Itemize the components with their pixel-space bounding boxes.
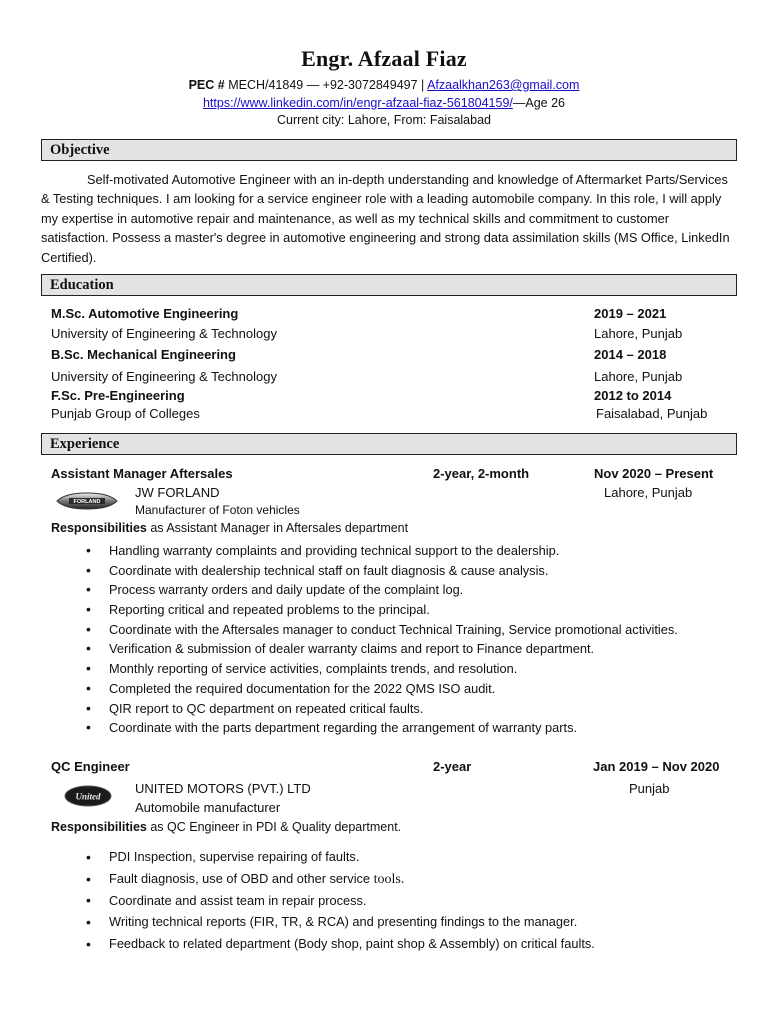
contact-line — [0, 78, 768, 92]
list-item: • Coordinate and assist team in repair process. — [86, 890, 595, 911]
list-item: • Writing technical reports (FIR, TR, & RCA) and presenting findings to the manager. — [86, 911, 595, 933]
edu-degree: M.Sc. Automotive Engineering — [51, 306, 239, 321]
age: —Age 26 — [512, 96, 565, 110]
current-city: Current city: Lahore, From: Faisalabad — [277, 113, 491, 127]
linkedin-link[interactable]: https://www.linkedin.com/in/engr-afzaal-fiaz-561804159/ — [202, 96, 513, 110]
job-role: QC Engineer — [51, 759, 130, 774]
list-item: • Handling warranty complaints and providing technical support to the dealership. — [86, 541, 678, 561]
section-title: Experience — [50, 436, 120, 452]
job-place: Lahore, Punjab — [604, 485, 693, 500]
job-role: Assistant Manager Aftersales — [51, 466, 233, 481]
job-bullets — [86, 846, 595, 955]
edu-place: Lahore, Punjab — [594, 369, 683, 384]
objective-text: Self-motivated Automotive Engineer with an in-depth understanding and knowledge of Aftermarket Parts/Services & Testing techniques. I am looking for a service engineer role with a leading automobile company. In this role, I will apply my expertise in automotive repair and maintenance, as well as my technical skills and commitment to customer satisfaction. Possess a master's degree in automotive engineering and strong data assimilation skills (MS Office, LinkedIn Certified). — [41, 172, 730, 265]
job-duration: 2-year, 2-month — [433, 466, 530, 481]
edu-degree: F.Sc. Pre-Engineering — [51, 388, 185, 403]
list-item: • Completed the required documentation for the 2022 QMS ISO audit. — [86, 679, 678, 699]
objective-section-header — [41, 139, 737, 161]
section-title: Objective — [50, 142, 110, 158]
list-item: • Coordinate with the Aftersales manager to conduct Technical Training, Service promotional activities. — [86, 620, 678, 640]
pec-label: PEC # — [188, 78, 225, 92]
company-description: Manufacturer of Foton vehicles — [135, 503, 300, 517]
united-logo — [63, 784, 113, 808]
edu-place: Lahore, Punjab — [594, 326, 683, 341]
list-item: • Coordinate with the parts department regarding the arrangement of warranty parts. — [86, 718, 678, 738]
edu-school: University of Engineering & Technology — [51, 369, 277, 384]
list-item: • Process warranty orders and daily update of the complaint log. — [86, 580, 678, 600]
job-place: Punjab — [629, 781, 670, 796]
list-item: • Monthly reporting of service activities, complaints trends, and resolution. — [86, 659, 678, 679]
candidate-name: Engr. Afzaal Fiaz — [301, 46, 467, 71]
experience-section-header — [41, 433, 737, 455]
job-dates: Nov 2020 – Present — [594, 466, 714, 481]
job-duration: 2-year — [433, 759, 472, 774]
forland-logo — [55, 490, 119, 512]
edu-years: 2012 to 2014 — [594, 388, 672, 403]
logo-text: United — [75, 791, 101, 802]
list-item: • Verification & submission of dealer warranty claims and report to Finance department. — [86, 639, 678, 659]
edu-degree: B.Sc. Mechanical Engineering — [51, 347, 236, 362]
pec-phone: MECH/41849 — +92-3072849497 | — [224, 78, 428, 92]
responsibilities-line: Responsibilities as QC Engineer in PDI & Quality department. — [51, 820, 402, 834]
company-name: JW FORLAND — [135, 485, 220, 500]
edu-years: 2014 – 2018 — [594, 347, 667, 362]
list-item: • Feedback to related department (Body shop, paint shop & Assembly) on critical faults. — [86, 933, 595, 955]
list-item: • PDI Inspection, supervise repairing of faults. — [86, 846, 595, 868]
section-title: Education — [50, 277, 114, 293]
company-name: UNITED MOTORS (PVT.) LTD — [135, 781, 311, 796]
job-dates: Jan 2019 – Nov 2020 — [593, 759, 720, 774]
responsibilities-line: Responsibilities as Assistant Manager in Aftersales department — [51, 521, 409, 535]
edu-years: 2019 – 2021 — [594, 306, 667, 321]
list-item: • Coordinate with dealership technical staff on fault diagnosis & cause analysis. — [86, 561, 678, 581]
company-description: Automobile manufacturer — [135, 800, 281, 815]
list-item: • QIR report to QC department on repeated critical faults. — [86, 699, 678, 719]
education-section-header — [41, 274, 737, 296]
logo-text: FORLAND — [73, 499, 101, 505]
edu-school: University of Engineering & Technology — [51, 326, 277, 341]
email-link[interactable]: Afzaalkhan263@gmail.com — [427, 78, 580, 92]
edu-place: Faisalabad, Punjab — [596, 406, 708, 421]
linkedin-line — [0, 96, 768, 110]
list-item: • Reporting critical and repeated problems to the principal. — [86, 600, 678, 620]
job-bullets — [86, 541, 678, 738]
list-item: • Fault diagnosis, use of OBD and other service tools. — [86, 868, 595, 890]
edu-school: Punjab Group of Colleges — [51, 406, 200, 421]
